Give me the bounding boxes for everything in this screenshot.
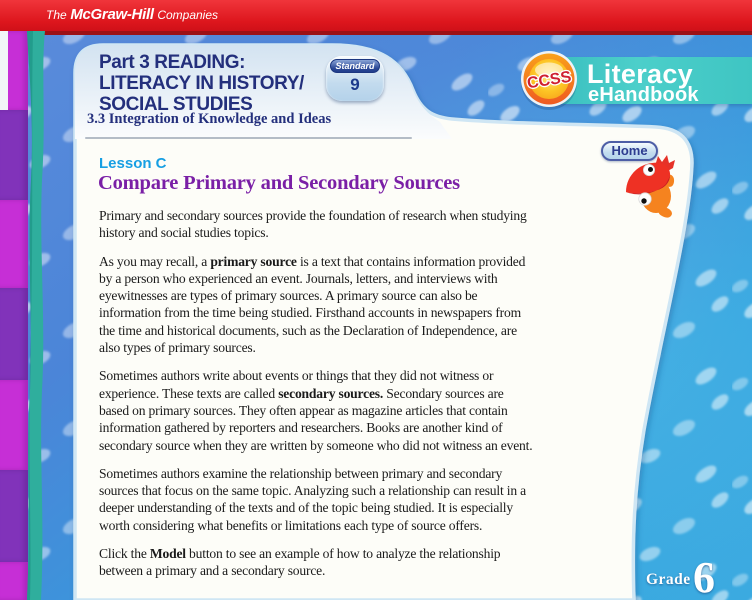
paragraph: Click the Model button to see an example of how to analyze the relationship between a primary and a secondary source. — [99, 546, 501, 579]
logo-word-companies: Companies — [157, 8, 219, 22]
lesson-label: Lesson C — [99, 155, 167, 172]
standard-number-badge[interactable] — [326, 56, 384, 101]
lesson-title: Compare Primary and Secondary Sources — [98, 172, 460, 194]
logo-word-name: McGraw-Hill — [70, 6, 154, 23]
grade-number: 6 — [693, 553, 715, 600]
part-title-line2: LITERACY IN HISTORY/ — [99, 73, 304, 94]
standard-badge-label: Standard — [330, 59, 380, 73]
paragraph: Sometimes authors examine the relationship between primary and secondary sources that focus on the same topic. Analyzing such a relationship can result in a deeper understanding of the texts and of the topic being studied. It is especially worth considering what benefits or limitations each type of source offers. — [99, 465, 526, 533]
lesson-paragraphs — [99, 207, 533, 591]
logo-word-the: The — [46, 8, 67, 22]
paragraph: As you may recall, a primary source is a text that contains information provided by a person who experienced an event. Journals, letters, and interviews with eyewitnesses are types of primary sources. A primary source can also be information from the time being studied. Firsthand accounts in newspapers from the time and historical documents, such as the Declaration of Independence, are also types of primary sources. — [99, 253, 526, 356]
part-title-line1: Part 3 READING: — [99, 52, 246, 73]
grade-label: Grade — [646, 571, 691, 588]
paragraph: Primary and secondary sources provide the foundation of research when studying history and social studies topics. — [99, 208, 527, 241]
gecko-mascot-icon — [620, 152, 676, 218]
product-name-line2: eHandbook — [588, 84, 699, 106]
part-title-line3: SOCIAL STUDIES — [99, 94, 253, 115]
paragraph: Sometimes authors write about events or things that they did not witness or experience. These texts are called secondary sources. Secondary sources are based on primary sources. They often appear as magazine articles that contain information gathered by reporters and researchers. Books are another kind of secondary source when they are written by someone who did not witness an event. — [99, 368, 533, 453]
product-name-line1: Literacy — [587, 59, 693, 89]
grade-marker — [641, 553, 727, 600]
ccss-logo-text: CCSS — [525, 68, 573, 93]
home-button[interactable]: Home — [601, 141, 658, 161]
standard-badge-number: 9 — [350, 75, 360, 94]
header-divider — [85, 137, 412, 139]
standard-subtitle: 3.3 Integration of Knowledge and Ideas — [87, 111, 332, 127]
